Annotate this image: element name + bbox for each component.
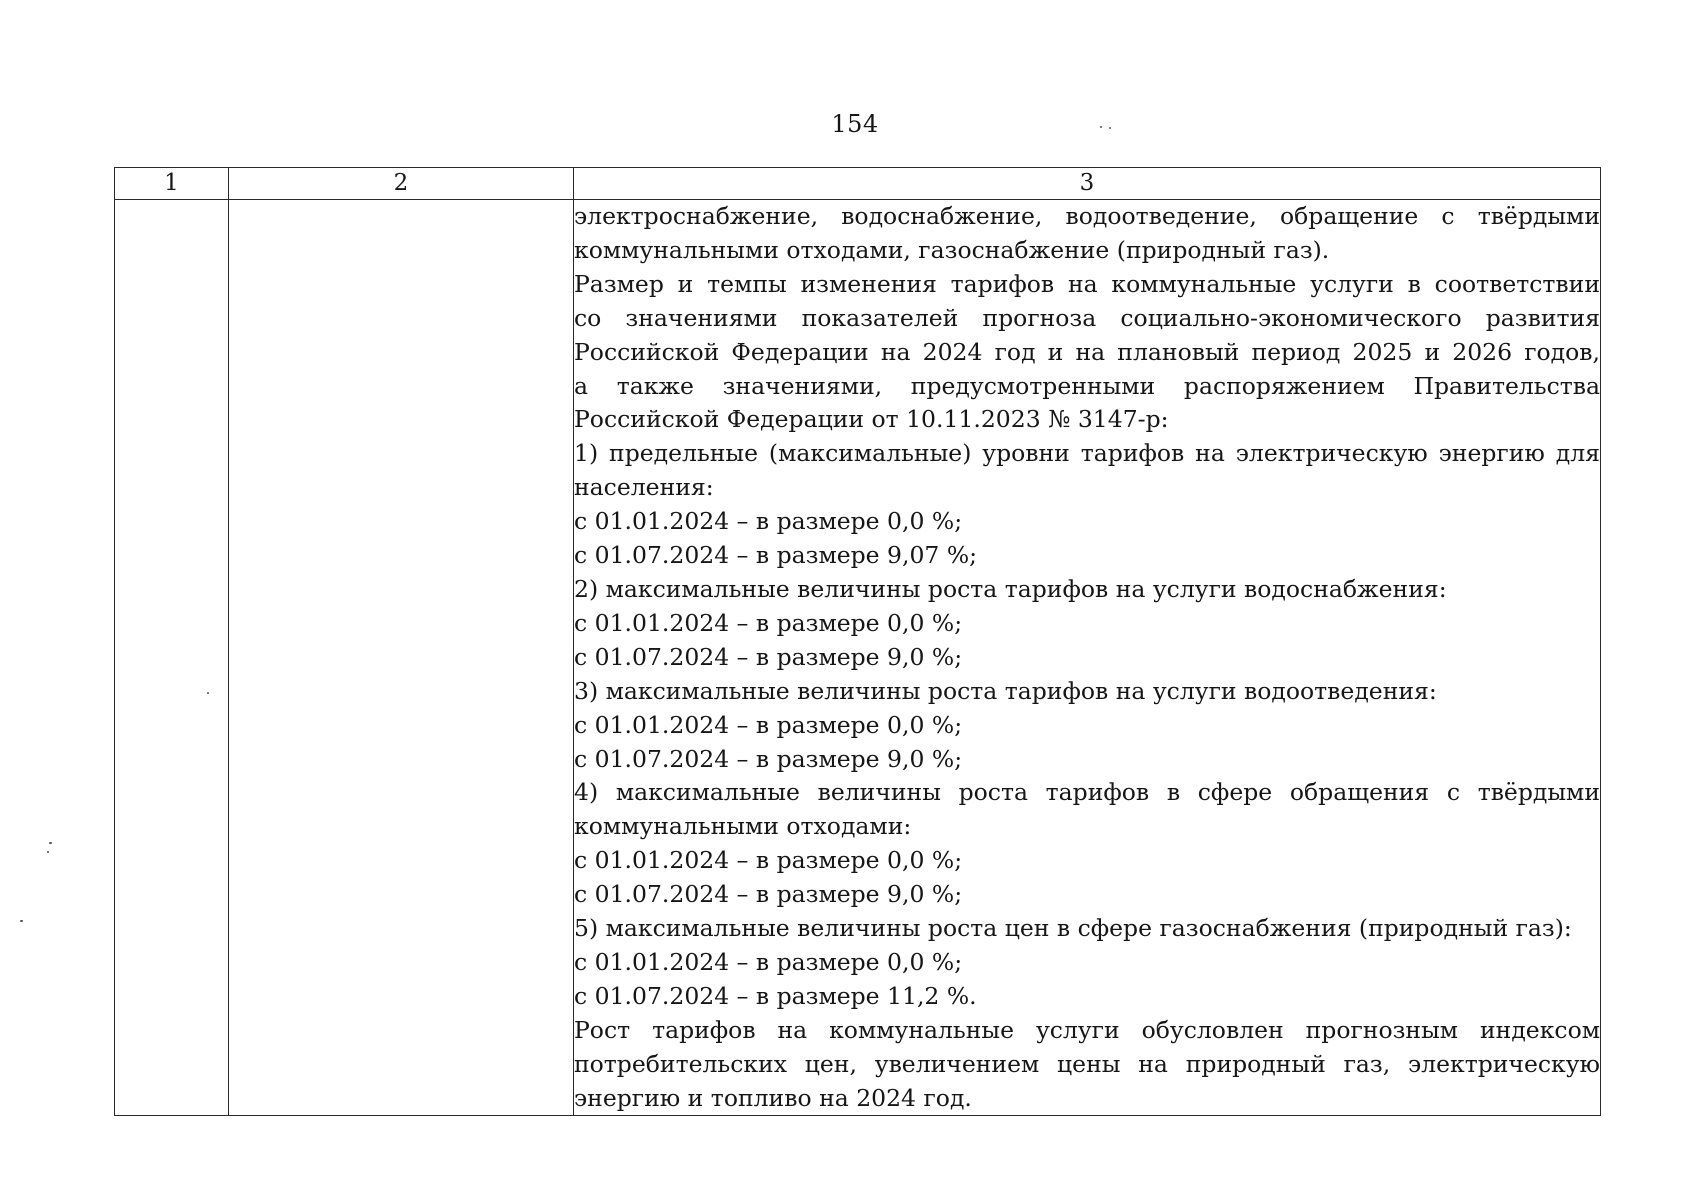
text-line: со значениями показателей прогноза социально-экономического развития xyxy=(574,303,1600,332)
text-line: электроснабжение, водоснабжение, водоотведение, обращение с твёрдыми xyxy=(574,202,1600,230)
text-line: коммунальными отходами, газоснабжение (природный газ). xyxy=(574,235,1330,264)
text-line: с 01.07.2024 – в размере 11,2 %. xyxy=(574,981,977,1010)
text-line: с 01.07.2024 – в размере 9,0 %; xyxy=(574,744,963,773)
column-header-1: 1 xyxy=(115,168,229,200)
text-line: потребительских цен, увеличением цены на природный газ, электрическую xyxy=(574,1049,1600,1078)
column-header-2: 2 xyxy=(229,168,574,200)
text-line: с 01.07.2024 – в размере 9,0 %; xyxy=(574,642,963,671)
text-line: Российской Федерации от 10.11.2023 № 3147-р: xyxy=(574,405,1169,434)
text-line: с 01.01.2024 – в размере 0,0 %; xyxy=(574,947,963,976)
text-line: Российской Федерации на 2024 год и на плановый период 2025 и 2026 годов, xyxy=(574,337,1600,366)
text-line: 1) предельные (максимальные) уровни тарифов на электрическую энергию для xyxy=(574,439,1600,468)
empty-cell-col1 xyxy=(115,200,229,1116)
document-table xyxy=(114,167,1601,1116)
text-line: 3) максимальные величины роста тарифов на услуги водоотведения: xyxy=(574,676,1437,705)
text-line: с 01.01.2024 – в размере 0,0 %; xyxy=(574,710,963,739)
text-line: с 01.01.2024 – в размере 0,0 %; xyxy=(574,507,963,536)
text-line: с 01.07.2024 – в размере 9,0 %; xyxy=(574,880,963,909)
table-header-row xyxy=(115,168,1601,200)
text-line: Рост тарифов на коммунальные услуги обусловлен прогнозным индексом xyxy=(574,1015,1600,1044)
text-line: 2) максимальные величины роста тарифов на услуги водоснабжения: xyxy=(574,574,1447,603)
text-line: с 01.07.2024 – в размере 9,07 %; xyxy=(574,541,978,570)
text-line: 4) максимальные величины роста тарифов в сфере обращения с твёрдыми xyxy=(574,778,1600,807)
text-line: с 01.01.2024 – в размере 0,0 %; xyxy=(574,846,963,875)
text-line: 5) максимальные величины роста цен в сфере газоснабжения (природный газ): xyxy=(574,914,1572,943)
text-line: а также значениями, предусмотренными распоряжением Правительства xyxy=(574,371,1600,400)
empty-cell-col2 xyxy=(229,200,574,1116)
text-line: Размер и темпы изменения тарифов на коммунальные услуги в соответствии xyxy=(574,269,1600,298)
text-line: с 01.01.2024 – в размере 0,0 %; xyxy=(574,608,963,637)
column-header-3: 3 xyxy=(574,168,1601,200)
table-row xyxy=(115,200,1601,1116)
page-number: 154 xyxy=(831,110,879,138)
text-line: энергию и топливо на 2024 год. xyxy=(574,1083,972,1112)
content-cell xyxy=(574,200,1601,1116)
text-line: коммунальными отходами: xyxy=(574,812,912,841)
text-line: населения: xyxy=(574,473,714,502)
